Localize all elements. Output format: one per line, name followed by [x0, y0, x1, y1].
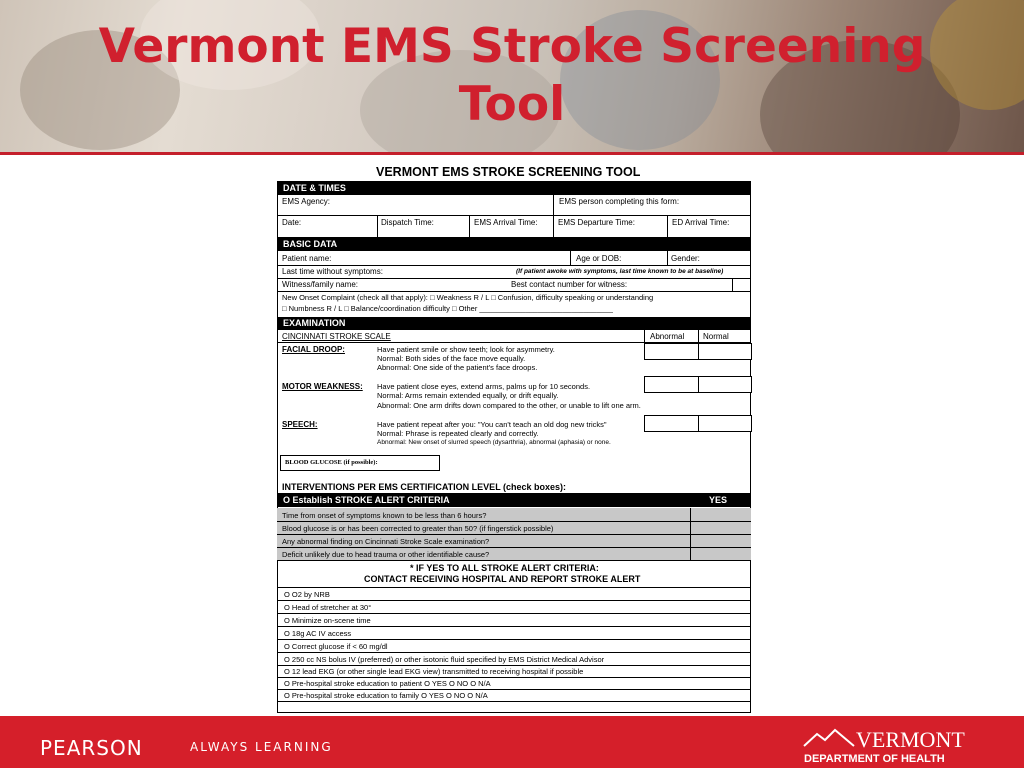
- facial-droop-label: FACIAL DROOP:: [282, 345, 345, 354]
- speech-abnormal-checkbox[interactable]: [644, 415, 699, 432]
- facial-droop-abnormal: Abnormal: One side of the patient's face droops.: [377, 363, 538, 372]
- motor-weakness-label: MOTOR WEAKNESS:: [282, 382, 363, 391]
- section-basic-data-label: BASIC DATA: [283, 239, 338, 249]
- section-date-times: [277, 182, 751, 195]
- blood-glucose-field[interactable]: [280, 455, 440, 471]
- intervention-item[interactable]: O Pre-hospital stroke education to patient O YES O NO O N/A: [284, 679, 491, 688]
- motor-abnormal-checkbox[interactable]: [644, 376, 699, 393]
- form-title: VERMONT EMS STROKE SCREENING TOOL: [376, 165, 641, 179]
- intervention-item[interactable]: O Correct glucose if < 60 mg/dl: [284, 642, 388, 651]
- normal-column-header: Normal: [703, 332, 729, 341]
- onset-complaint-line1: New Onset Complaint (check all that apply): □ Weakness R / L □ Confusion, difficulty speaking or understanding: [282, 293, 654, 302]
- section-examination-label: EXAMINATION: [283, 318, 346, 328]
- stroke-screening-form: [276, 163, 752, 714]
- motor-instruction: Have patient close eyes, extend arms, palms up for 10 seconds.: [377, 382, 591, 391]
- speech-normal: Normal: Phrase is repeated clearly and correctly.: [377, 429, 539, 438]
- last-time-label: Last time without symptoms:: [282, 267, 383, 276]
- pearson-logo: PEARSON: [40, 736, 143, 760]
- age-dob-label: Age or DOB:: [576, 254, 622, 263]
- intervention-item[interactable]: O 12 lead EKG (or other single lead EKG view) transmitted to receiving hospital if possible: [284, 667, 584, 676]
- best-contact-label: Best contact number for witness:: [511, 280, 628, 289]
- banner-divider: [0, 152, 1024, 155]
- stroke-alert-criteria-header: [277, 493, 751, 507]
- section-examination: [277, 317, 751, 330]
- ems-person-label: EMS person completing this form:: [559, 197, 680, 206]
- facial-normal-checkbox[interactable]: [698, 343, 752, 360]
- motor-abnormal: Abnormal: One arm drifts down compared to the other, or unable to lift one arm.: [377, 401, 641, 410]
- criteria-row: Deficit unlikely due to head trauma or other identifiable cause?: [282, 550, 490, 559]
- onset-complaint-line2: □ Numbness R / L □ Balance/coordination difficulty □ Other ________________________________: [282, 304, 613, 313]
- gender-label: Gender:: [671, 254, 700, 263]
- intervention-item[interactable]: O Pre-hospital stroke education to family O YES O NO O N/A: [284, 691, 488, 700]
- speech-abnormal: Abnormal: New onset of slurred speech (dysarthria), abnormal (aphasia) or none.: [377, 439, 611, 446]
- motor-normal: Normal: Arms remain extended equally, or drift equally.: [377, 391, 559, 400]
- ems-arrival-label: EMS Arrival Time:: [474, 218, 538, 227]
- facial-abnormal-checkbox[interactable]: [644, 343, 699, 360]
- intervention-item[interactable]: O 18g AC IV access: [284, 629, 352, 638]
- dispatch-time-label: Dispatch Time:: [381, 218, 434, 227]
- blood-glucose-label: BLOOD GLUCOSE (if possible):: [285, 459, 378, 466]
- ems-agency-label: EMS Agency:: [282, 197, 331, 206]
- intervention-item[interactable]: O 250 cc NS bolus IV (preferred) or other isotonic fluid specified by EMS District Medical Advisor: [284, 655, 605, 664]
- speech-instruction: Have patient repeat after you: "You can't teach an old dog new tricks": [377, 420, 607, 429]
- stroke-alert-criteria-label: O Establish STROKE ALERT CRITERIA: [283, 495, 450, 505]
- abnormal-column-header: Abnormal: [650, 332, 685, 341]
- cincinnati-scale-label: CINCINNATI STROKE SCALE: [282, 332, 391, 341]
- yes-column-header: YES: [709, 495, 728, 505]
- criteria-row: Blood glucose is or has been corrected to greater than 50? (if fingerstick possible): [282, 524, 554, 533]
- ems-departure-label: EMS Departure Time:: [558, 218, 635, 227]
- slide-title-line1: Vermont EMS Stroke Screening: [98, 19, 926, 74]
- ed-arrival-label: ED Arrival Time:: [672, 218, 730, 227]
- department-of-health-wordmark: DEPARTMENT OF HEALTH: [804, 753, 945, 765]
- speech-label: SPEECH:: [282, 420, 318, 429]
- tagline: ALWAYS LEARNING: [190, 740, 333, 754]
- slide-title: [0, 18, 1024, 134]
- date-label: Date:: [282, 218, 302, 227]
- intervention-item[interactable]: O Minimize on-scene time: [284, 616, 371, 625]
- alert-instruction-line1: * IF YES TO ALL STROKE ALERT CRITERIA:: [410, 563, 599, 573]
- slide-title-line2: Tool: [458, 77, 566, 132]
- facial-droop-normal: Normal: Both sides of the face move equally.: [377, 354, 526, 363]
- facial-droop-instruction: Have patient smile or show teeth; look for asymmetry.: [377, 345, 555, 354]
- section-date-times-label: DATE & TIMES: [283, 183, 346, 193]
- alert-instruction-line2: CONTACT RECEIVING HOSPITAL AND REPORT STROKE ALERT: [364, 574, 641, 584]
- section-basic-data: [277, 237, 751, 251]
- vermont-mountain-icon: [803, 728, 855, 748]
- patient-name-label: Patient name:: [282, 254, 332, 263]
- criteria-row: Time from onset of symptoms known to be less than 6 hours?: [282, 511, 487, 520]
- witness-label: Witness/family name:: [282, 280, 359, 289]
- last-time-note: (If patient awoke with symptoms, last time known to be at baseline): [516, 268, 724, 275]
- interventions-header: INTERVENTIONS PER EMS CERTIFICATION LEVEL (check boxes):: [282, 482, 567, 492]
- vermont-wordmark: VERMONT: [856, 727, 965, 752]
- intervention-item[interactable]: O O2 by NRB: [284, 590, 330, 599]
- intervention-item[interactable]: O Head of stretcher at 30°: [284, 603, 372, 612]
- speech-normal-checkbox[interactable]: [698, 415, 752, 432]
- motor-normal-checkbox[interactable]: [698, 376, 752, 393]
- criteria-row: Any abnormal finding on Cincinnati Stroke Scale examination?: [282, 537, 490, 546]
